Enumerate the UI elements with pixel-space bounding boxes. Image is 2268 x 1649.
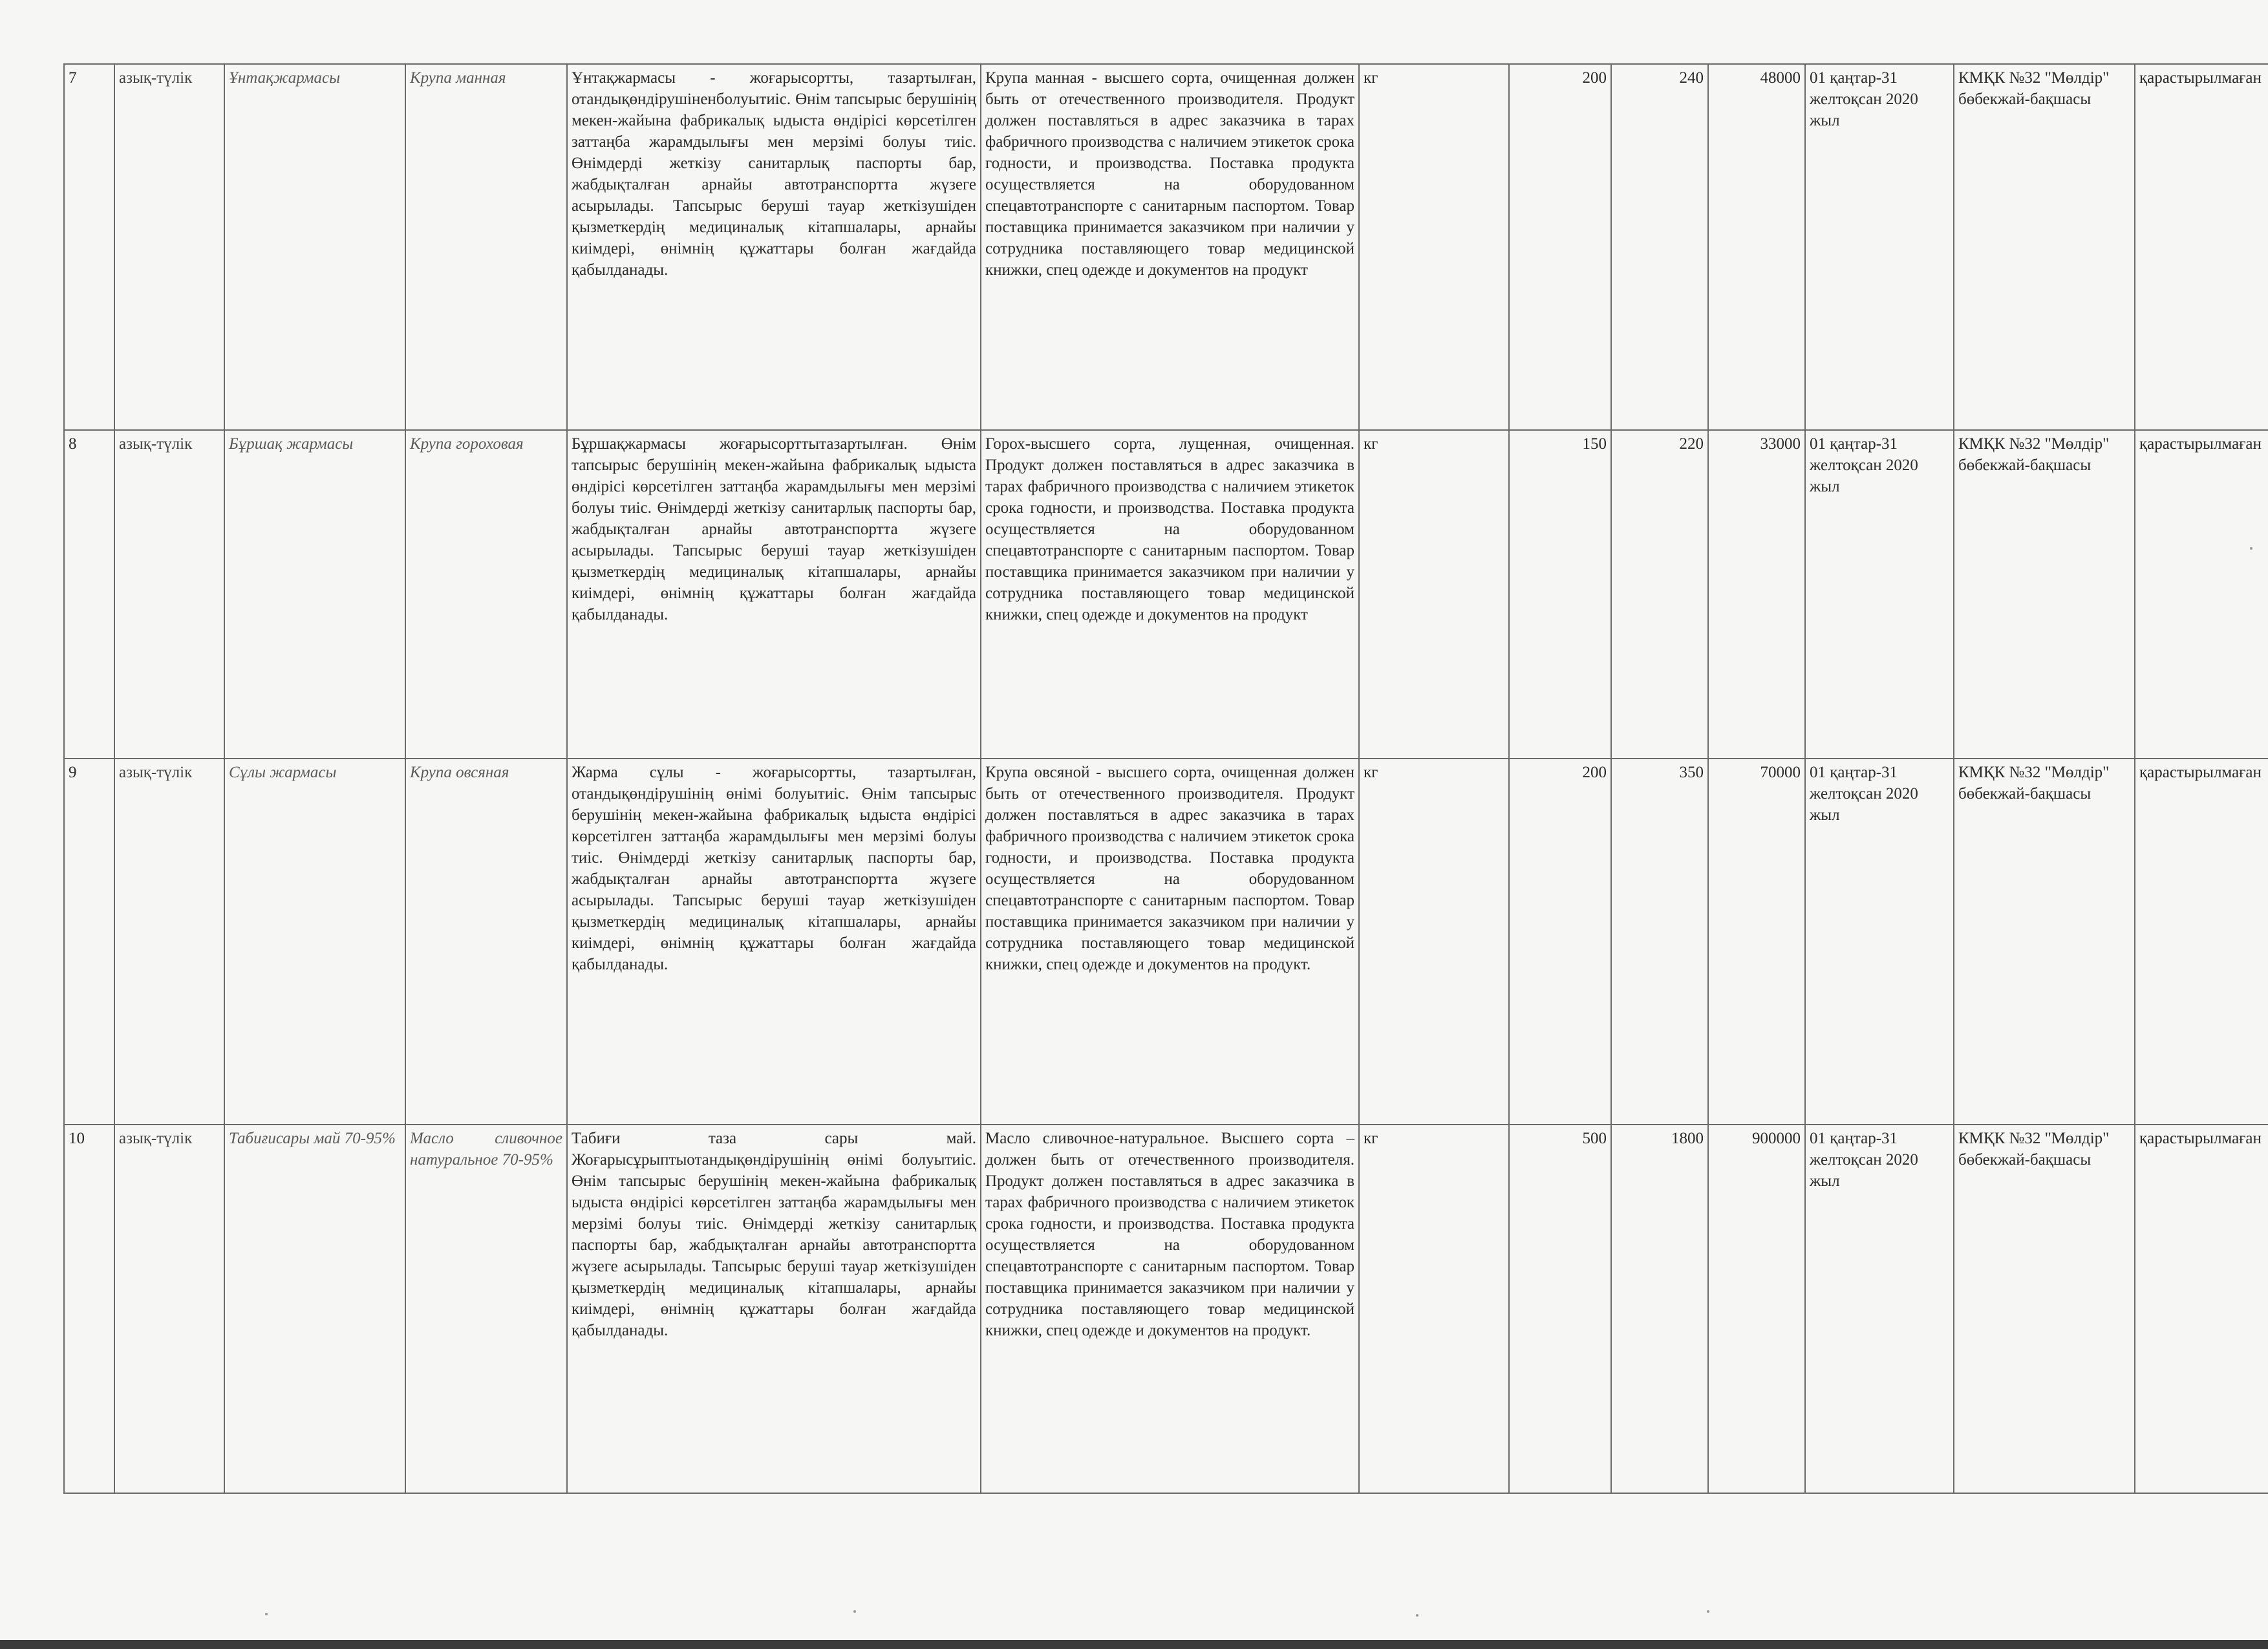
period-cell: 01 қаңтар-31 желтоқсан 2020 жыл — [1805, 1125, 1954, 1493]
row-number: 10 — [64, 1125, 114, 1493]
table-row — [64, 1125, 2268, 1493]
category-cell: азық-түлік — [114, 64, 224, 430]
description-kz-cell: Табиғи таза сары май. Жоғарысұрыптыотандықөндірушінің өнімі болуытиіс. Өнім тапсырыс берушінің мекен-жайына фабрикалық ыдыста өндірісі көрсетілген заттаңба жарамдылығы мен мерзімі болуы тиіс. Өнімдерді жеткізу санитарлық паспорты бар, жабдықталған арнайы автотранспортта жүзеге асырылады. Тапсырыс беруші тауар жеткізушіден қызметкердің медициналық кітапшалары, арнайы киімдері, өнімнің құжаттары болған жағдайда қабылданады. — [567, 1125, 981, 1493]
name-kz-cell: Сұлы жармасы — [224, 759, 405, 1125]
table-row — [64, 759, 2268, 1125]
procurement-table — [63, 63, 2268, 1494]
price-cell: 220 — [1611, 430, 1708, 759]
description-kz-cell: Жарма сұлы - жоғарысортты, тазартылған, отандықөндірушінің өнімі болуытиіс. Өнім тапсырыс берушінің мекен-жайына фабрикалық ыдыста өндірісі көрсетілген заттаңба жарамдылығы мен мерзімі болуы тиіс. Өнімдерді жеткізу санитарлық паспорты бар, жабдықталған арнайы автотранспортта жүзеге асырылады. Тапсырыс беруші тауар жеткізушіден қызметкердің медициналық кітапшалары, арнайы киімдері, өнімнің құжаттары болған жағдайда қабылданады. — [567, 759, 981, 1125]
unit-cell: кг — [1359, 759, 1509, 1125]
sum-cell: 48000 — [1708, 64, 1805, 430]
category-cell: азық-түлік — [114, 430, 224, 759]
scan-speck — [853, 1610, 856, 1613]
name-kz-cell: Табиғисары май 70-95% — [224, 1125, 405, 1493]
unit-cell: кг — [1359, 64, 1509, 430]
row-number: 9 — [64, 759, 114, 1125]
quantity-cell: 500 — [1509, 1125, 1611, 1493]
delivery-place-cell: КМҚК №32 "Мөлдір" бөбекжай-бақшасы — [1954, 1125, 2135, 1493]
delivery-place-cell: КМҚК №32 "Мөлдір" бөбекжай-бақшасы — [1954, 430, 2135, 759]
price-cell: 1800 — [1611, 1125, 1708, 1493]
row-number: 7 — [64, 64, 114, 430]
quantity-cell: 200 — [1509, 759, 1611, 1125]
price-cell: 350 — [1611, 759, 1708, 1125]
description-kz-cell: Бұршақжармасы жоғарысорттытазартылған. Өнім тапсырыс берушінің мекен-жайына фабрикалық ыдыста өндірісі көрсетілген заттаңба жарамдылығы мен мерзімі болуы тиіс. Өнімдерді жеткізу санитарлық паспорты бар, жабдықталған арнайы автотранспортта жүзеге асырылады. Тапсырыс беруші тауар жеткізушіден қызметкердің медициналық кітапшалары, арнайы киімдері, өнімнің құжаттары болған жағдайда қабылданады. — [567, 430, 981, 759]
sum-cell: 33000 — [1708, 430, 1805, 759]
quantity-cell: 150 — [1509, 430, 1611, 759]
category-cell: азық-түлік — [114, 759, 224, 1125]
description-ru-cell: Масло сливочное-натуральное. Высшего сорта – должен быть от отечественного производителя. Продукт должен поставляться в адрес заказчика в тарах фабричного производства с наличием этикеток срока годности, и производства. Поставка продукта осуществляется на оборудованном спецавтотранспорте с санитарным паспортом. Товар поставщика принимается заказчиком при наличии у сотрудника поставляющего товар медицинской книжки, спец одежде и документов на продукт. — [981, 1125, 1359, 1493]
scan-speck — [1416, 1614, 1418, 1617]
table-row — [64, 64, 2268, 430]
period-cell: 01 қаңтар-31 желтоқсан 2020 жыл — [1805, 430, 1954, 759]
description-ru-cell: Горох-высшего сорта, лущенная, очищенная. Продукт должен поставляться в адрес заказчика в тарах фабричного производства с наличием этикеток срока годности, и производства. Поставка продукта осуществляется на оборудованном спецавтотранспорте с санитарным паспортом. Товар поставщика принимается заказчиком при наличии у сотрудника поставляющего товар медицинской книжки, спец одежде и документов на продукт — [981, 430, 1359, 759]
unit-cell: кг — [1359, 1125, 1509, 1493]
name-kz-cell: Ұнтақжармасы — [224, 64, 405, 430]
name-ru-cell: Крупа манная — [405, 64, 567, 430]
scan-speck — [2250, 547, 2252, 550]
category-cell: азық-түлік — [114, 1125, 224, 1493]
unit-cell: кг — [1359, 430, 1509, 759]
quantity-cell: 200 — [1509, 64, 1611, 430]
table-row — [64, 430, 2268, 759]
note-cell: қарастырылмаған — [2135, 64, 2268, 430]
sum-cell: 900000 — [1708, 1125, 1805, 1493]
description-kz-cell: Ұнтақжармасы - жоғарысортты, тазартылған, отандықөндірушіненболуытиіс. Өнім тапсырыс берушінің мекен-жайына фабрикалық ыдыста өндірісі көрсетілген заттаңба жарамдылығы мен мерзімі болуы тиіс. Өнімдерді жеткізу санитарлық паспорты бар, жабдықталған арнайы автотранспортта жүзеге асырылады. Тапсырыс беруші тауар жеткізушіден қызметкердің медициналық кітапшалары, арнайы киімдері, өнімнің құжаттары болған жағдайда қабылданады. — [567, 64, 981, 430]
note-cell: қарастырылмаған — [2135, 430, 2268, 759]
delivery-place-cell: КМҚК №32 "Мөлдір" бөбекжай-бақшасы — [1954, 64, 2135, 430]
scanner-edge-bar — [0, 1640, 2268, 1649]
description-ru-cell: Крупа овсяной - высшего сорта, очищенная должен быть от отечественного производителя. Продукт должен поставляться в адрес заказчика в тарах фабричного производства с наличием этикеток срока годности, и производства. Поставка продукта осуществляется на оборудованном спецавтотранспорте с санитарным паспортом. Товар поставщика принимается заказчиком при наличии у сотрудника поставляющего товар медицинской книжки, спец одежде и документов на продукт. — [981, 759, 1359, 1125]
note-cell: қарастырылмаған — [2135, 759, 2268, 1125]
name-kz-cell: Бұршақ жармасы — [224, 430, 405, 759]
period-cell: 01 қаңтар-31 желтоқсан 2020 жыл — [1805, 759, 1954, 1125]
sum-cell: 70000 — [1708, 759, 1805, 1125]
period-cell: 01 қаңтар-31 желтоқсан 2020 жыл — [1805, 64, 1954, 430]
scan-speck — [1707, 1610, 1709, 1613]
delivery-place-cell: КМҚК №32 "Мөлдір" бөбекжай-бақшасы — [1954, 759, 2135, 1125]
name-ru-cell: Крупа гороховая — [405, 430, 567, 759]
row-number: 8 — [64, 430, 114, 759]
name-ru-cell: Масло сливочное натуральное 70-95% — [405, 1125, 567, 1493]
name-ru-cell: Крупа овсяная — [405, 759, 567, 1125]
note-cell: қарастырылмаған — [2135, 1125, 2268, 1493]
description-ru-cell: Крупа манная - высшего сорта, очищенная должен быть от отечественного производителя. Продукт должен поставляться в адрес заказчика в тарах фабричного производства с наличием этикеток срока годности, и производства. Поставка продукта осуществляется на оборудованном спецавтотранспорте с санитарным паспортом. Товар поставщика принимается заказчиком при наличии у сотрудника поставляющего товар медицинской книжки, спец одежде и документов на продукт — [981, 64, 1359, 430]
price-cell: 240 — [1611, 64, 1708, 430]
scan-speck — [265, 1613, 268, 1615]
